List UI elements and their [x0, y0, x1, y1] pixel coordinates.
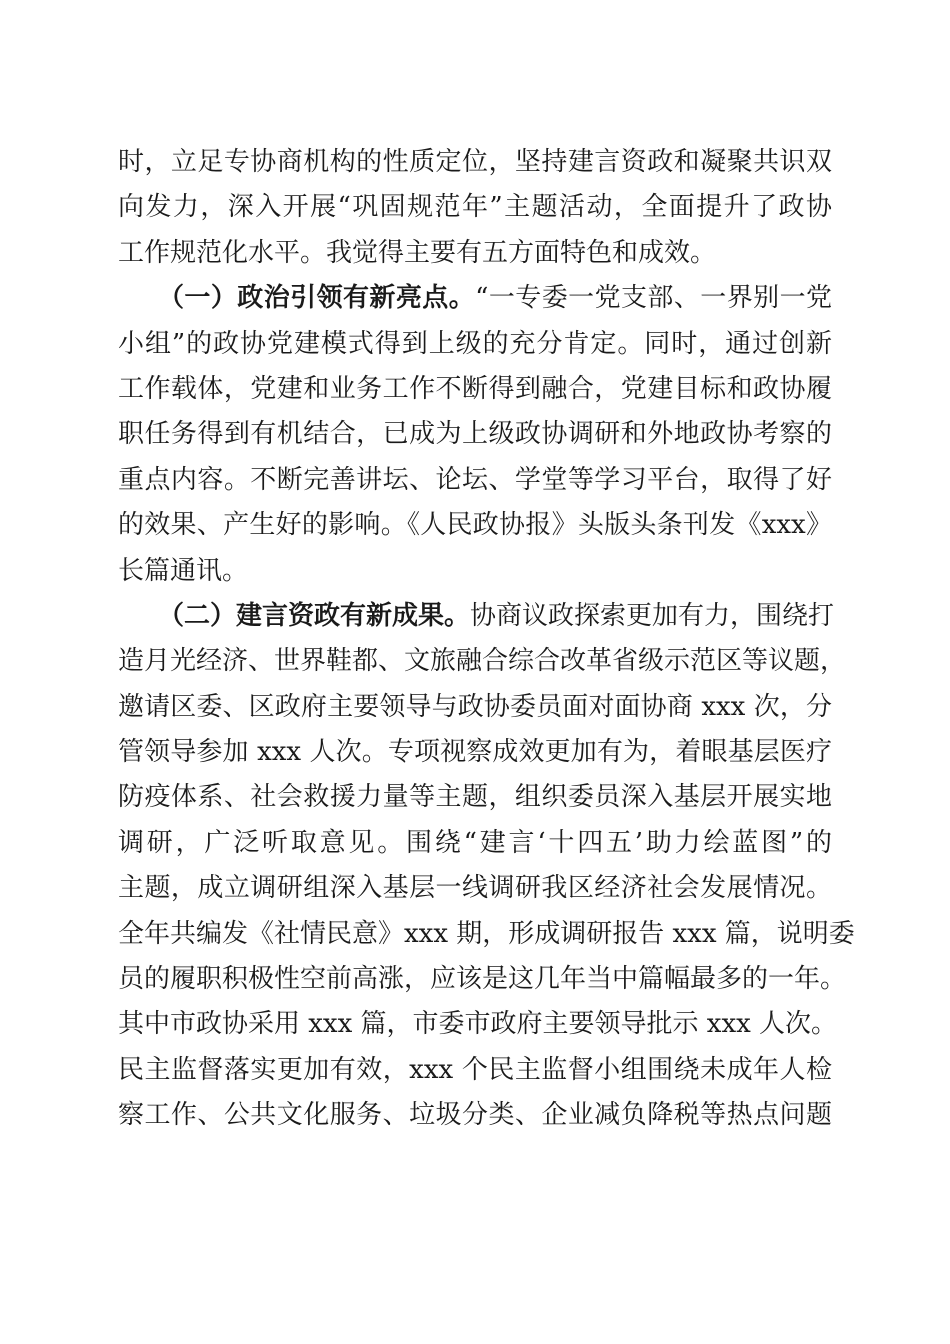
text-line: 长篇通讯。 [118, 555, 249, 586]
section-one-first-line-text: “一专委一党支部、一界别一党 [475, 283, 832, 314]
text-line: 防疫体系、社会救援力量等主题，组织委员深入基层开展实地 [118, 782, 832, 813]
text-line: 职任务得到有机结合，已成为上级政协调研和外地政协考察的 [118, 419, 832, 450]
text-line: 重点内容。不断完善讲坛、论坛、学堂等学习平台，取得了好 [118, 464, 832, 495]
text-line: 时，立足专协商机构的性质定位，坚持建言资政和凝聚共识双 [118, 147, 832, 177]
section-two-first-line-text: 协商议政探索更加有力，围绕打 [470, 600, 835, 631]
section-one-first-line [118, 276, 832, 321]
text-line: 其中市政协采用 xxx 篇，市委市政府主要领导批示 xxx 人次。 [118, 1009, 838, 1040]
text-line: 民主监督落实更加有效，xxx 个民主监督小组围绕未成年人检 [118, 1054, 832, 1085]
text-line: 小组”的政协党建模式得到上级的充分肯定。同时，通过创新 [118, 328, 832, 359]
text-line: 全年共编发《社情民意》xxx 期，形成调研报告 xxx 篇，说明委 [118, 918, 855, 949]
section-one-heading: （一）政治引领有新亮点。 [158, 283, 476, 314]
text-line: 邀请区委、区政府主要领导与政协委员面对面协商 xxx 次，分 [118, 691, 832, 722]
text-line: 工作规范化水平。我觉得主要有五方面特色和成效。 [118, 237, 717, 268]
text-line: 的效果、产生好的影响。《人民政协报》头版头条刊发《xxx》 [118, 510, 832, 541]
text-line: 向发力，深入开展“巩固规范年”主题活动，全面提升了政协 [118, 192, 832, 223]
section-two-heading: （二）建言资政有新成果。 [158, 600, 471, 631]
text-line: 员的履职积极性空前高涨，应该是这几年当中篇幅最多的一年。 [118, 964, 847, 995]
text-line: 察工作、公共文化服务、垃圾分类、企业减负降税等热点问题 [118, 1100, 832, 1131]
section-two-first-line [118, 594, 835, 639]
text-line: 工作载体，党建和业务工作不断得到融合，党建目标和政协履 [118, 373, 832, 404]
text-line: 造月光经济、世界鞋都、文旅融合综合改革省级示范区等议题， [118, 646, 847, 677]
text-line: 调研，广泛听取意见。围绕“建言‘十四五’助力绘蓝图”的 [118, 827, 832, 858]
text-line: 主题，成立调研组深入基层一线调研我区经济社会发展情况。 [118, 873, 832, 904]
document-body [118, 140, 855, 1139]
text-line: 管领导参加 xxx 人次。专项视察成效更加有为，着眼基层医疗 [118, 737, 832, 768]
